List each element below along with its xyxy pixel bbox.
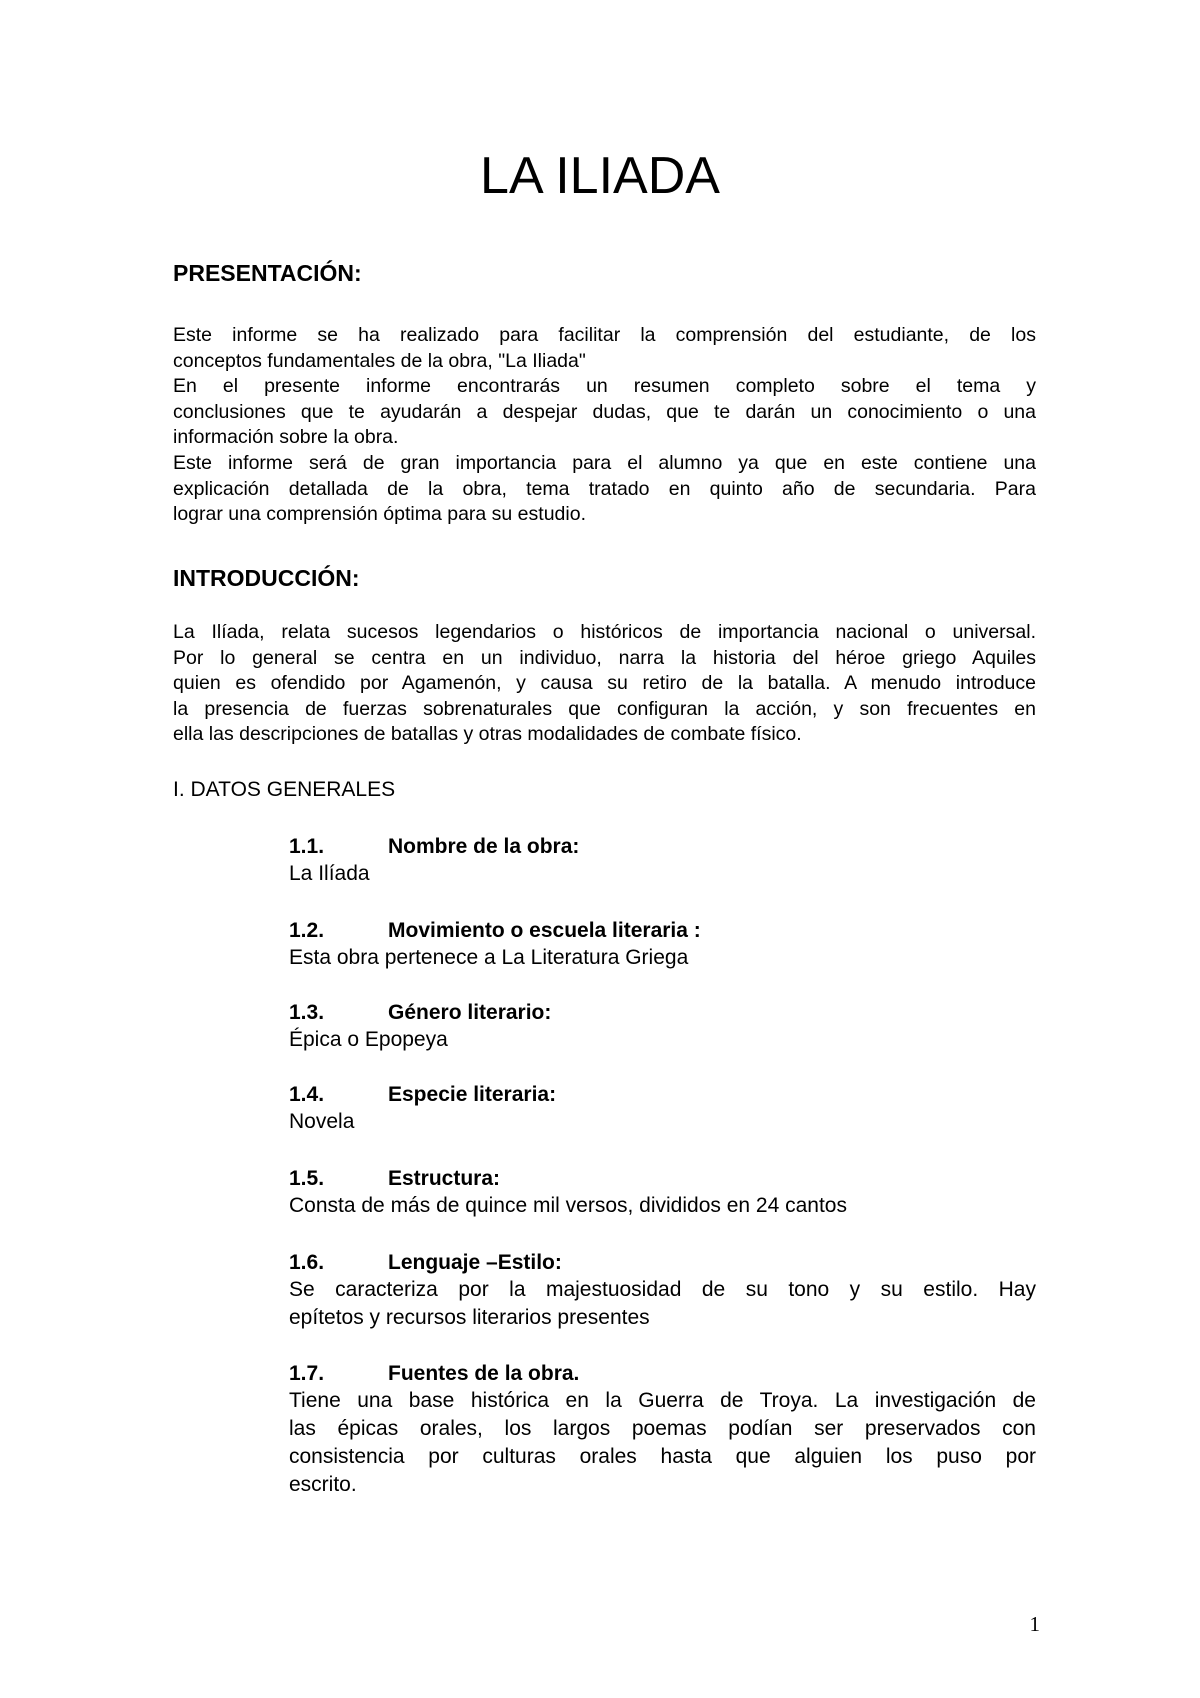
item-body-line: consistencia por culturas orales hasta que alguien los puso por (289, 1445, 1036, 1468)
datos-item-nombre (289, 834, 1036, 888)
introduccion-paragraph (173, 620, 1036, 748)
paragraph-line: En el presente informe encontrarás un resumen completo sobre el tema y (173, 375, 1036, 398)
item-heading (289, 1361, 1036, 1387)
item-label: Movimiento o escuela literaria : (388, 919, 701, 942)
item-label: Fuentes de la obra. (388, 1362, 580, 1385)
paragraph-line: quien es ofendido por Agamenón, y causa su retiro de la batalla. A menudo introduce (173, 672, 1036, 695)
paragraph-line: explicación detallada de la obra, tema tratado en quinto año de secundaria. Para (173, 477, 1036, 500)
paragraph-line: Este informe se ha realizado para facilitar la comprensión del estudiante, de los (173, 324, 1036, 346)
paragraph-line: conceptos fundamentales de la obra, "La Iliada" (173, 349, 586, 372)
item-body-line: escrito. (289, 1473, 357, 1496)
item-body-line: Consta de más de quince mil versos, divididos en 24 cantos (289, 1194, 847, 1217)
item-body (289, 1026, 1036, 1054)
item-label: Estructura: (388, 1167, 501, 1190)
paragraph-line: La Ilíada, relata sucesos legendarios o históricos de importancia nacional o universal. (173, 621, 1036, 643)
presentacion-heading: PRESENTACIÓN: (173, 260, 362, 286)
item-label: Género literario: (388, 1001, 552, 1024)
item-body-line: Esta obra pertenece a La Literatura Griega (289, 946, 689, 969)
item-number: 1.4. (289, 1083, 325, 1106)
paragraph-line: la presencia de fuerzas sobrenaturales que configuran la acción, y son frecuentes en (173, 697, 1036, 720)
item-body-line: Épica o Epopeya (289, 1028, 448, 1051)
item-heading (289, 1250, 1036, 1276)
item-body-line: La Ilíada (289, 862, 370, 885)
datos-item-genero (289, 1000, 1036, 1054)
item-body-line: Se caracteriza por la majestuosidad de su tono y su estilo. Hay (289, 1278, 1036, 1301)
item-number: 1.6. (289, 1251, 325, 1274)
paragraph-line: conclusiones que te ayudarán a despejar dudas, que te darán un conocimiento o una (173, 400, 1036, 423)
datos-item-movimiento (289, 918, 1036, 972)
item-number: 1.3. (289, 1001, 325, 1024)
item-heading (289, 1000, 1036, 1026)
item-body (289, 1387, 1036, 1499)
item-heading (289, 918, 1036, 944)
paragraph-line: información sobre la obra. (173, 426, 399, 449)
item-number: 1.1. (289, 835, 325, 858)
item-body (289, 1276, 1036, 1332)
item-label: Lenguaje –Estilo: (388, 1251, 562, 1274)
item-body (289, 1192, 1036, 1220)
page-number: 1 (1029, 1612, 1040, 1636)
item-number: 1.5. (289, 1167, 325, 1190)
item-number: 1.7. (289, 1362, 325, 1385)
paragraph-line: lograr una comprensión óptima para su estudio. (173, 503, 586, 526)
item-body (289, 1108, 1036, 1136)
datos-item-estructura (289, 1166, 1036, 1220)
document-title: LA ILIADA (480, 147, 720, 205)
introduccion-heading: INTRODUCCIÓN: (173, 565, 360, 591)
datos-item-fuentes (289, 1361, 1036, 1499)
item-body-line: Tiene una base histórica en la Guerra de Troya. La investigación de (289, 1389, 1036, 1412)
item-number: 1.2. (289, 919, 325, 942)
paragraph-line: Por lo general se centra en un individuo, narra la historia del héroe griego Aquiles (173, 646, 1036, 669)
datos-item-lenguaje (289, 1250, 1036, 1332)
datos-generales-heading: I. DATOS GENERALES (173, 778, 396, 801)
item-heading (289, 834, 1036, 860)
item-body (289, 860, 1036, 888)
item-heading (289, 1166, 1036, 1192)
paragraph-line: ella las descripciones de batallas y otras modalidades de combate físico. (173, 723, 802, 746)
item-heading (289, 1082, 1036, 1108)
datos-item-especie (289, 1082, 1036, 1136)
item-body-line: Novela (289, 1110, 355, 1133)
item-body-line: epítetos y recursos literarios presentes (289, 1306, 650, 1329)
item-body-line: las épicas orales, los largos poemas podían ser preservados con (289, 1417, 1036, 1440)
item-body (289, 944, 1036, 972)
item-label: Especie literaria: (388, 1083, 557, 1106)
paragraph-line: Este informe será de gran importancia para el alumno ya que en este contiene una (173, 451, 1036, 474)
presentacion-paragraph (173, 323, 1036, 528)
item-label: Nombre de la obra: (388, 835, 580, 858)
